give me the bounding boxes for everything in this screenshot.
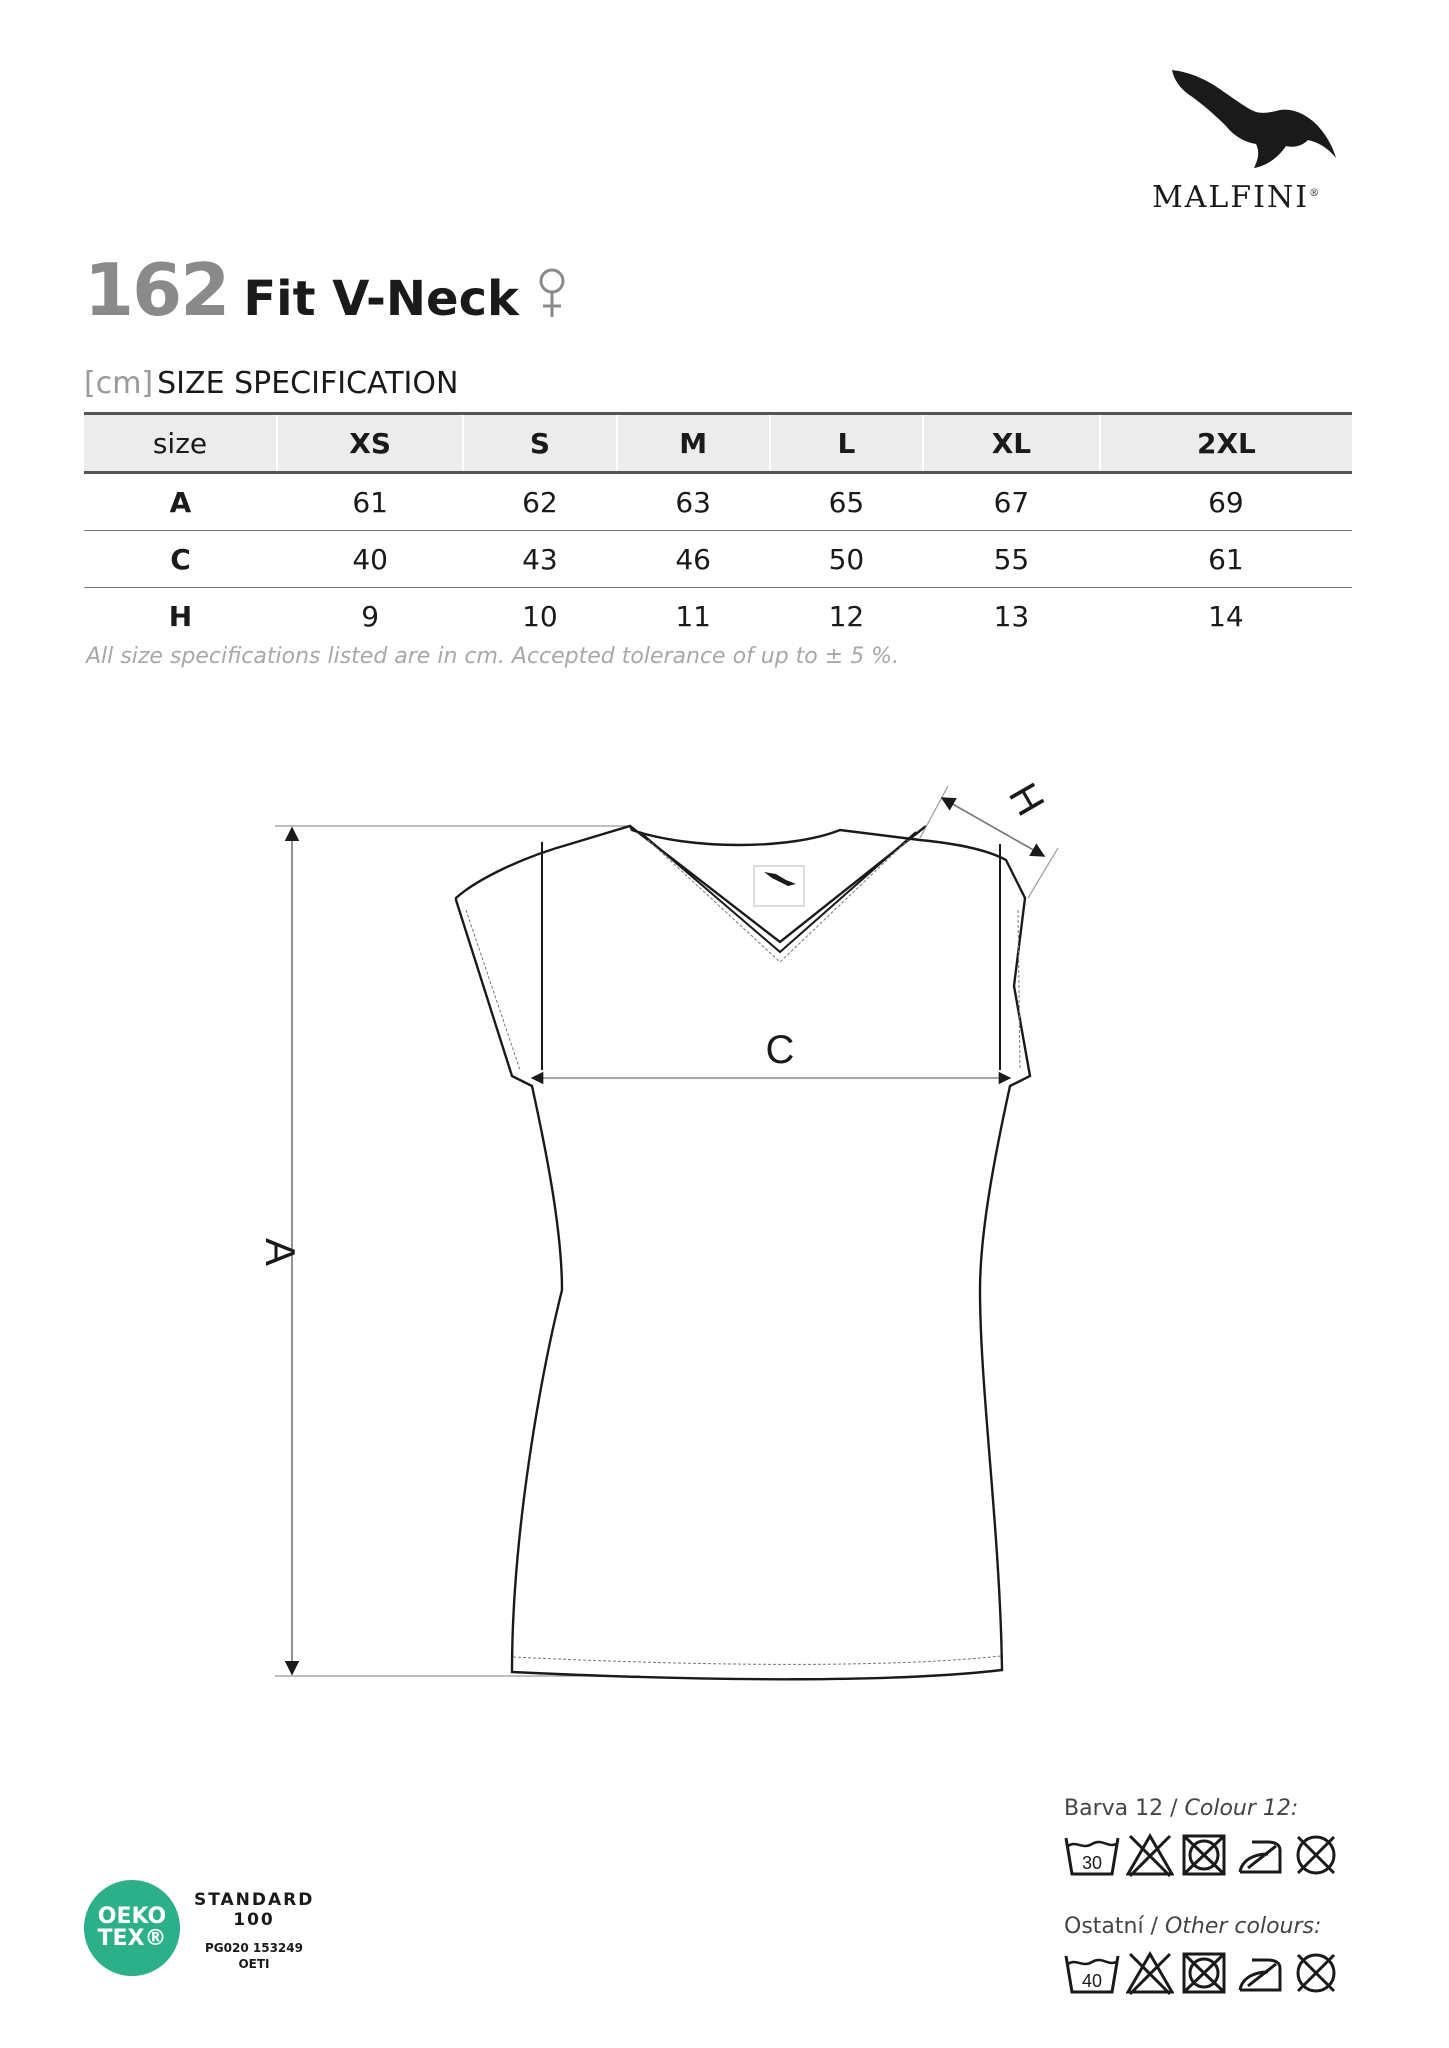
eagle-icon <box>1160 62 1340 172</box>
care-section <box>1064 1796 1364 2032</box>
dimension-a-label: A <box>257 1237 304 1267</box>
table-cell: 55 <box>923 531 1100 588</box>
oeko-tex-badge <box>84 1880 324 1990</box>
table-cell: 63 <box>617 473 770 531</box>
table-row <box>84 473 1352 531</box>
care-label-colour12: Barva 12 / Colour 12: <box>1064 1796 1299 1821</box>
oeko-standard: STANDARD 100 <box>194 1890 315 1930</box>
table-cell: 61 <box>277 473 463 531</box>
table-cell: 46 <box>617 531 770 588</box>
header-cell: M <box>617 414 770 473</box>
table-cell: 12 <box>828 599 865 633</box>
header-cell: 2XL <box>1100 414 1352 473</box>
table-cell: 65 <box>770 473 923 531</box>
table-cell: 40 <box>277 531 463 588</box>
no-dry-clean-icon <box>1292 1950 1340 1996</box>
table-row <box>84 588 1352 645</box>
table-cell: 14 <box>1208 599 1244 633</box>
spec-heading <box>84 366 458 401</box>
table-cell: 43 <box>463 531 616 588</box>
care-icons-colour12 <box>1064 1826 1364 1884</box>
female-symbol-icon <box>538 267 566 323</box>
product-title <box>84 248 566 332</box>
table-cell: 67 <box>923 473 1100 531</box>
oeko-cert-code: PG020 153249 OETI <box>205 1941 303 1971</box>
product-name: Fit V-Neck <box>243 271 519 327</box>
svg-text:40: 40 <box>1081 1971 1103 1991</box>
header-cell: XL <box>923 414 1100 473</box>
size-table <box>84 412 1352 644</box>
header-cell: XS <box>277 414 463 473</box>
header-cell: S <box>463 414 616 473</box>
table-cell: 13 <box>993 599 1030 633</box>
table-cell: 50 <box>770 531 923 588</box>
brand-name: MALFINI® <box>1152 180 1322 215</box>
row-label: A <box>84 473 277 531</box>
oeko-tex-logo: OEKO TEX® <box>84 1880 180 1976</box>
table-cell: 61 <box>1100 531 1352 588</box>
product-code: 162 <box>84 248 229 332</box>
wash-icon <box>1064 1832 1120 1878</box>
care-icons-other <box>1064 1944 1364 2002</box>
table-cell: 11 <box>675 599 711 633</box>
svg-text:30: 30 <box>1081 1853 1103 1873</box>
no-bleach-icon <box>1126 1950 1174 1996</box>
care-label-other: Ostatní / Other colours: <box>1064 1914 1322 1939</box>
table-cell: 62 <box>463 473 616 531</box>
wash-icon <box>1064 1950 1120 1996</box>
table-row <box>84 531 1352 588</box>
table-cell: 69 <box>1100 473 1352 531</box>
garment-diagram <box>220 770 1160 1704</box>
header-cell: size <box>84 414 277 473</box>
header-cell: L <box>770 414 923 473</box>
row-label: C <box>84 531 277 588</box>
no-tumble-dry-icon <box>1180 1950 1228 1996</box>
no-dry-clean-icon <box>1292 1832 1340 1878</box>
table-header-row <box>84 414 1352 473</box>
table-cell: 10 <box>522 599 558 633</box>
no-iron-icon <box>1234 1832 1286 1878</box>
table-cell: 9 <box>361 599 380 633</box>
brand-logo <box>1140 62 1360 222</box>
unit-tag: [cm] <box>84 366 154 401</box>
tolerance-note: All size specifications listed are in cm. Accepted tolerance of up to ± 5 %. <box>86 644 900 669</box>
spec-title: SIZE SPECIFICATION <box>157 366 459 401</box>
row-label: H <box>168 599 193 633</box>
dimension-h-label: H <box>999 775 1053 824</box>
no-iron-icon <box>1234 1950 1286 1996</box>
no-bleach-icon <box>1126 1832 1174 1878</box>
no-tumble-dry-icon <box>1180 1832 1228 1878</box>
dimension-c-label: C <box>765 1028 795 1072</box>
